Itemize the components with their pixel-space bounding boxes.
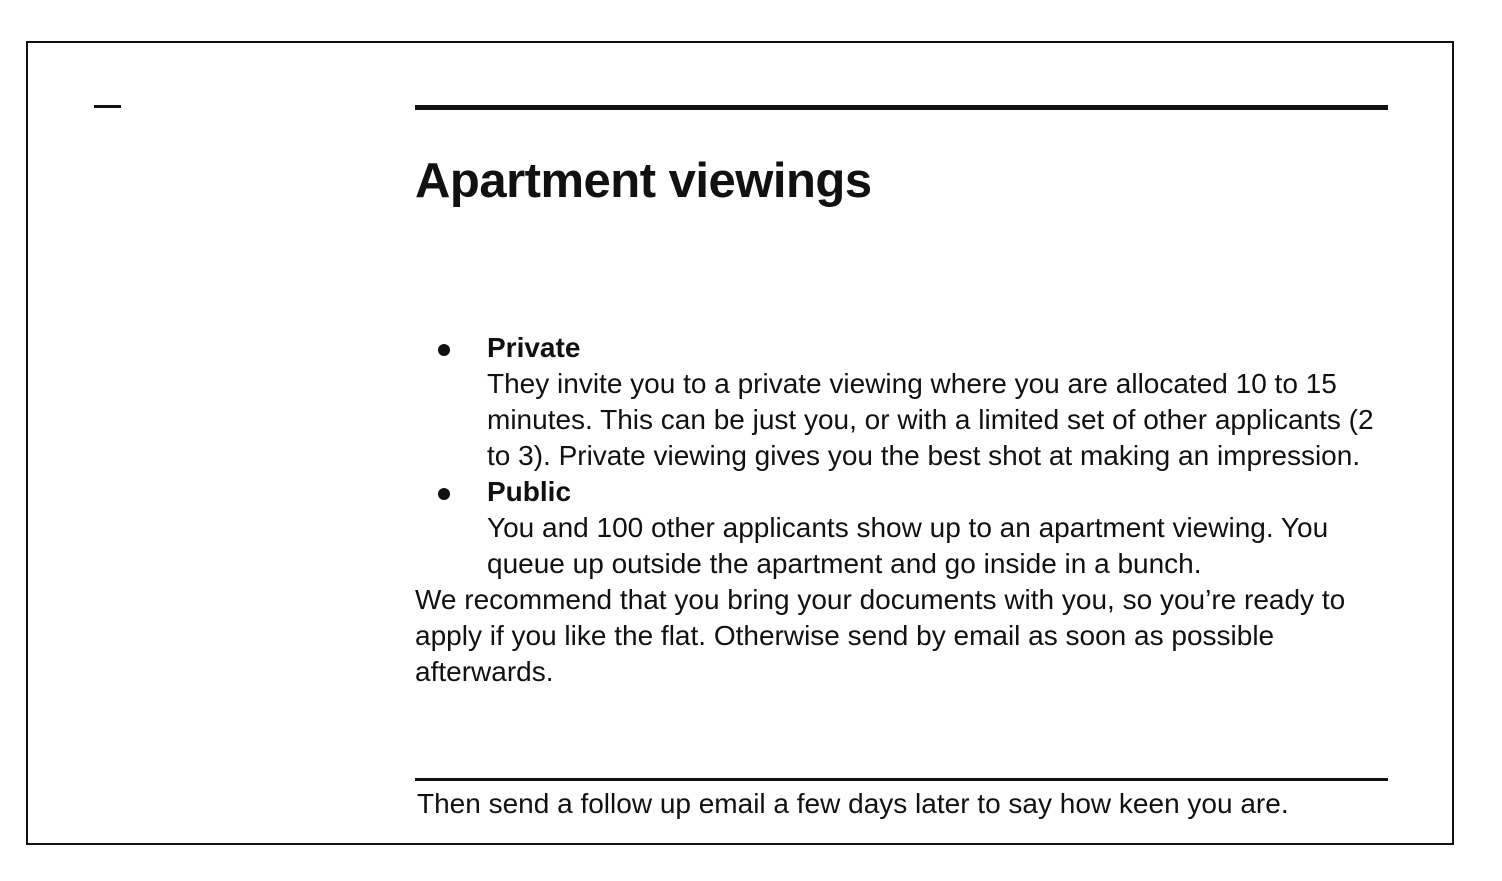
viewing-types-list [415, 330, 1390, 582]
recommendation-paragraph: We recommend that you bring your documents with you, so you’re ready to apply if you like the flat. Otherwise send by email as soon as possible afterwards. [415, 584, 1346, 687]
bullet-icon [438, 344, 450, 356]
slide-title: Apartment viewings [415, 154, 872, 208]
bullet-icon [438, 488, 450, 500]
section-divider [415, 778, 1388, 781]
list-item-public [415, 474, 1390, 582]
title-rule [415, 105, 1388, 110]
bullet-title: Public [487, 476, 572, 507]
follow-up-paragraph: Then send a follow up email a few days later to say how keen you are. [417, 788, 1289, 819]
bullet-description: They invite you to a private viewing where you are allocated 10 to 15 minutes. This can be just you, or with a limited set of other applicants (2 to 3). Private viewing gives you the best shot at making an impression. [487, 368, 1374, 471]
bullet-description: You and 100 other applicants show up to an apartment viewing. You queue up outside the apartment and go inside in a bunch. [487, 512, 1329, 579]
list-item-private [415, 330, 1390, 474]
bullet-title: Private [487, 332, 581, 363]
slide-dash-marker [94, 105, 121, 108]
slide-body [415, 330, 1390, 690]
slide [26, 41, 1454, 845]
